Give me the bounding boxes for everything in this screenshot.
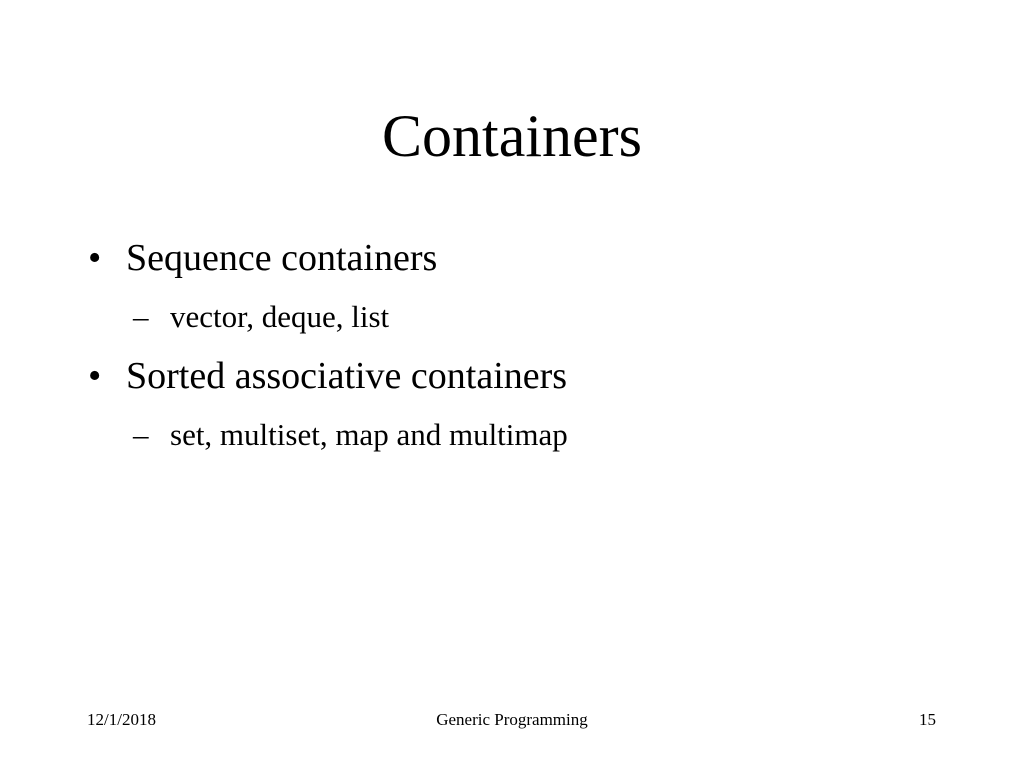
bullet-item — [0, 230, 1024, 286]
sub-bullet-item — [0, 286, 1024, 348]
bullet-text: Sorted associative containers — [126, 355, 568, 397]
bullet-marker: • — [88, 355, 102, 397]
bullet-list — [0, 230, 1024, 466]
bullet-item — [0, 348, 1024, 404]
sub-bullet-item — [0, 404, 1024, 466]
sub-bullet-marker: – — [133, 417, 149, 452]
sub-bullet-text: vector, deque, list — [170, 299, 390, 334]
sub-bullet-marker: – — [133, 299, 149, 334]
bullet-marker: • — [88, 237, 102, 279]
slide-title: Containers — [382, 103, 642, 169]
bullet-text: Sequence containers — [126, 237, 438, 279]
slide-number: 15 — [919, 710, 936, 729]
footer-title: Generic Programming — [436, 710, 588, 729]
footer-date: 12/1/2018 — [87, 710, 156, 729]
sub-bullet-text: set, multiset, map and multimap — [170, 417, 568, 452]
